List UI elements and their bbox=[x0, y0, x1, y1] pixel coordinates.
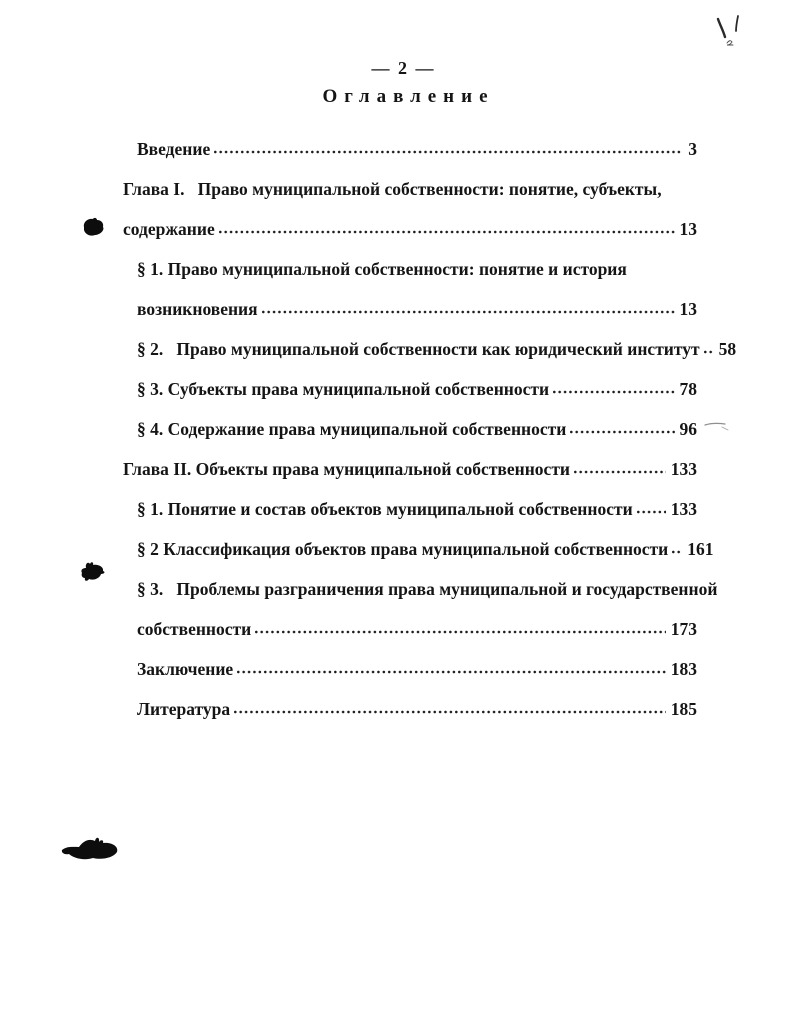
dot-leader bbox=[237, 669, 666, 675]
toc-page-number: 96 bbox=[679, 419, 697, 439]
ink-blot-icon bbox=[80, 217, 106, 238]
toc-row bbox=[123, 299, 697, 339]
page-header bbox=[0, 58, 793, 108]
toc-row bbox=[123, 459, 697, 499]
ink-blot-icon bbox=[78, 560, 108, 585]
toc-page-number: 58 bbox=[718, 339, 737, 359]
toc-entry-text: § 1. Право муниципальной собственности: понятие и история bbox=[137, 259, 627, 279]
toc-page-number: 3 bbox=[688, 139, 697, 159]
toc-row bbox=[123, 619, 697, 659]
toc-entry-text: Глава I. Право муниципальной собственности: понятие, субъекты, bbox=[123, 179, 662, 199]
page-number: — 2 — bbox=[371, 58, 436, 78]
page-title: Оглавление bbox=[322, 86, 495, 107]
toc-page-number: 161 bbox=[687, 539, 714, 559]
toc-entry-text: Литература bbox=[137, 699, 231, 719]
toc-row bbox=[123, 339, 737, 379]
toc-row bbox=[123, 659, 697, 699]
toc-row bbox=[123, 699, 697, 739]
toc-page-number: 185 bbox=[670, 699, 697, 719]
dot-leader bbox=[570, 429, 674, 435]
toc-row bbox=[123, 259, 697, 299]
dot-leader bbox=[637, 509, 666, 515]
toc-page-number: 78 bbox=[679, 379, 697, 399]
toc-page-number: 13 bbox=[679, 299, 697, 319]
toc-entry-text: возникновения bbox=[137, 299, 258, 319]
toc-row bbox=[123, 539, 714, 579]
toc-entry-text: § 2 Классификация объектов права муниципальной собственности bbox=[137, 539, 669, 559]
pencil-dash-icon bbox=[704, 420, 734, 434]
toc-page-number: 183 bbox=[670, 659, 697, 679]
toc-row bbox=[123, 179, 697, 219]
toc-row bbox=[123, 219, 697, 259]
toc-entry-text: Заключение bbox=[137, 659, 234, 679]
toc-row bbox=[123, 499, 697, 539]
dot-leader bbox=[234, 709, 666, 715]
toc-row bbox=[123, 579, 718, 619]
dot-leader bbox=[574, 469, 666, 475]
dot-leader bbox=[704, 349, 714, 355]
toc-entry-text: § 1. Понятие и состав объектов муниципальной собственности bbox=[137, 499, 633, 519]
dot-leader bbox=[219, 229, 675, 235]
toc-page-number: 173 bbox=[670, 619, 697, 639]
ink-blot-icon bbox=[60, 834, 126, 864]
toc-entry-text: содержание bbox=[123, 219, 215, 239]
dot-leader bbox=[672, 549, 682, 555]
toc-page-number: 133 bbox=[670, 499, 697, 519]
toc-row bbox=[123, 379, 697, 419]
toc-page-number: 13 bbox=[679, 219, 697, 239]
table-of-contents bbox=[123, 139, 737, 739]
dot-leader bbox=[255, 629, 666, 635]
dot-leader bbox=[214, 149, 683, 155]
toc-entry-text: собственности bbox=[137, 619, 252, 639]
toc-entry-text: Глава II. Объекты права муниципальной собственности bbox=[123, 459, 570, 479]
handwritten-mark-icon bbox=[712, 14, 756, 52]
toc-entry-text: Введение bbox=[137, 139, 211, 159]
toc-entry-text: § 3. Проблемы разграничения права муниципальной и государственной bbox=[137, 579, 718, 599]
toc-row bbox=[123, 419, 697, 459]
toc-entry-text: § 3. Субъекты права муниципальной собственности bbox=[137, 379, 550, 399]
toc-entry-text: § 2. Право муниципальной собственности как юридический институт bbox=[137, 339, 700, 359]
dot-leader bbox=[262, 309, 675, 315]
dot-leader bbox=[553, 389, 674, 395]
toc-page-number: 133 bbox=[670, 459, 697, 479]
toc-row bbox=[123, 139, 697, 179]
toc-entry-text: § 4. Содержание права муниципальной собственности bbox=[137, 419, 567, 439]
